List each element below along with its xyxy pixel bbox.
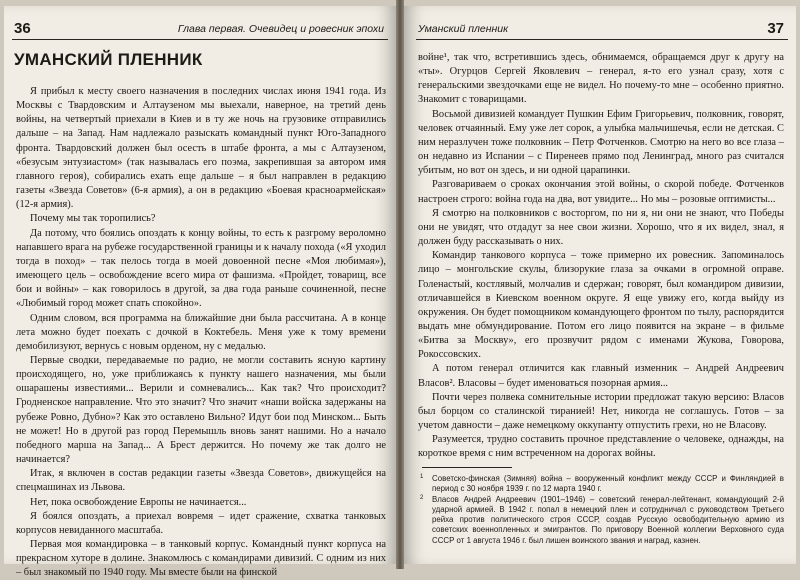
footnote-mark: 2 xyxy=(420,495,424,502)
paragraph: Восьмой дивизией командует Пушкин Ефим Григорьевич, полковник, говорят, человек отчаянный. Ему уже лет сорок, а улыбка мальчишечья, если не детская. С ним неразлучен тоже полковник – Петр Фотченков. Смотрю на него во все глаза – он недавно из Испании – с Пиренеев прямо под Ленинград, много раз считался убитым, но вот он здесь, и ни одной царапинки. xyxy=(418,108,784,177)
paragraph: Я прибыл к месту своего назначения в последних числах июня 1941 года. Из Москвы с Твардовским и Алтаузеном мы выехали, наверное, на третий день войны, на четвертый приехали в Киев и в ту же ночь на грузовике отправились дальше – на Запад. Нам надлежало разыскать командный пункт Юго-Западного фронта. Твардовский должен был осесть в штабе фронта, а мы с Алтаузеном, «безусым энтузиастом» (так называлась его поэма, закрепившая за автором имя главного героя), собирались ехать еще дальше – я был направлен в редакцию газеты «Звезда Советов» (6-я армия), а он в редакцию «Боевая красноармейская» (12-я армия). xyxy=(16,86,386,211)
right-page-body xyxy=(418,51,784,462)
footnote xyxy=(418,474,784,494)
paragraph: Почему мы так торопились? xyxy=(30,213,156,225)
paragraph: Итак, я включен в состав редакции газеты «Звезда Советов», движущейся на спецмашинах из Львова. xyxy=(16,468,386,494)
paragraph: Я боялся опоздать, а приехал вовремя – идет сражение, схватка танковых корпусов невиданного масштаба. xyxy=(16,510,386,536)
footnote-text: Власов Андрей Андреевич (1901–1946) – советский генерал-лейтенант, командующий 2-й ударной армией. В 1942 г. попал в немецкий плен и сотрудничал с руководством Третьего рейха против политического строя СССР, создав Русскую освободительную армию из советских военнопленных и эмигрантов. По приговору Военной коллегии Верховного суда СССР от 1 августа 1946 г. был лишен воинского звания и наград, казнен. xyxy=(432,495,784,545)
header-rule-left xyxy=(12,39,388,40)
paragraph: Командир танкового корпуса – тоже примерно их ровесник. Запоминалось лицо – монгольские скулы, близорукие глаза за очками в огромной оправе. Голенастый, костлявый, молчалив и сдержан; говорят, был командиром дивизии, отличавшейся в Киевском военном округе. Я еще увижу его, когда выйду из окружения. Он будет помощником командующего фронтом по тылу, распорядится выдать мне обмундирование. Потом его лицо появится на экране – в фильме «Битва за Москву», его прозвучит рядом с именами Жукова, Говорова, Рокоссовских. xyxy=(418,250,784,361)
book-gutter xyxy=(396,0,404,569)
footnote-text: Советско-финская (Зимняя) война – вооруженный конфликт между СССР и Финляндией в период с 30 ноября 1939 г. по 12 марта 1940 г. xyxy=(432,474,784,494)
chapter-title: УМАНСКИЙ ПЛЕННИК xyxy=(14,50,203,69)
paragraph: войне¹, так что, встретившись здесь, обнимаемся, обращаемся друг к другу на «ты». Огурцов Сергей Яковлевич – генерал, я-то его узнал сразу, хотя с генеральскими звездочками еще не видел. Но почему-то мне – особенно приятно. Знакомит с товарищами. xyxy=(418,52,784,106)
header-rule-right xyxy=(416,39,788,40)
footnote-mark: 1 xyxy=(420,474,424,480)
left-page-header xyxy=(14,20,384,40)
right-page-header xyxy=(418,20,784,40)
paragraph: Первые сводки, передаваемые по радио, не могли составить ясную картину происходящего, но, уже приближаясь к пункту нашего назначения, мы были ошарашены известиями... Верили и сомневались... Как так? Что происходит? Гродненское направление. Что это значит? Что значит «наши войска задержаны на рубеже Ровно, Дубно»? Как это оставлено Вильно? Идут бои под Минском... Быть не может! Но в другой раз город Перемышль вновь занят нашими. Но а начало победного марша на Запад... А Брест держится. Но почему же так долго не начинается? xyxy=(16,354,386,466)
left-page xyxy=(4,6,396,579)
paragraph: Нет, пока освобождение Европы не начинается... xyxy=(30,496,247,508)
running-head-left: Глава первая. Очевидец и ровесник эпохи xyxy=(177,23,384,35)
paragraph: Я смотрю на полковников с восторгом, по ни я, ни они не знают, что Победы они не увидят, что отдадут за нее свои жизни. Хорошо, что я их видел, знал, я должен буду рассказывать о них. xyxy=(418,207,784,248)
right-page xyxy=(404,6,796,564)
footnotes xyxy=(418,474,784,547)
paragraph: А потом генерал отличится как главный изменник – Андрей Андреевич Власов². Власовы – будет именоваться позорная армия... xyxy=(418,363,784,389)
page-number-right: 37 xyxy=(767,20,784,37)
left-page-body xyxy=(16,85,386,580)
paragraph: Первая моя командировка – в танковый корпус. Командный пункт корпуса на прекрасном хуторе в долине. Знакомлюсь с командирами дивизий. С одним из них – был знакомый по 1940 году. Мы вместе были на финской xyxy=(16,539,386,579)
footnote-rule xyxy=(422,467,512,468)
paragraph: Почти через полвека сомнительные истории предложат такую версию: Власов был борцом со сталинской тиранией! Нет, никогда не соглашусь. Готов – за учетом давности – даже немецкому оккупанту отпустить грехи, но не Власову. xyxy=(418,391,784,432)
paragraph: Да потому, что боялись опоздать к концу войны, то есть к разгрому вероломно напавшего врага на рубеже государственной границы и к началу похода («Я уходил тогда в поход» – так пелось тогда в моей довоенной песне «Моя любимая»), имеющего цель – освобождение всего мира от фашизма. «Пройдет, товарищ, все бои и войны» – как говорилось в другой, за два года раньше сочиненной, песне «Любимый город может спать спокойно». xyxy=(16,227,386,310)
paragraph: Разумеется, трудно составить прочное представление о человеке, однажды, на короткое время с ним встреченном на дорогах войны. xyxy=(418,434,784,460)
footnote xyxy=(418,495,784,545)
paragraph: Одним словом, вся программа на ближайшие дни была рассчитана. А в конце лета можно будет поехать с дочкой в Коктебель. Меня уже к тому времени демобилизуют, вернусь с новым орденом, ну с медалью. xyxy=(16,312,386,352)
page-number-left: 36 xyxy=(14,20,31,37)
paragraph: Разговариваем о сроках окончания этой войны, о скорой победе. Фотченков настроен строго: война года на два, вот увидите... Но мы – розовые оптимисты... xyxy=(418,179,784,205)
running-head-right: Уманский пленник xyxy=(418,23,509,35)
